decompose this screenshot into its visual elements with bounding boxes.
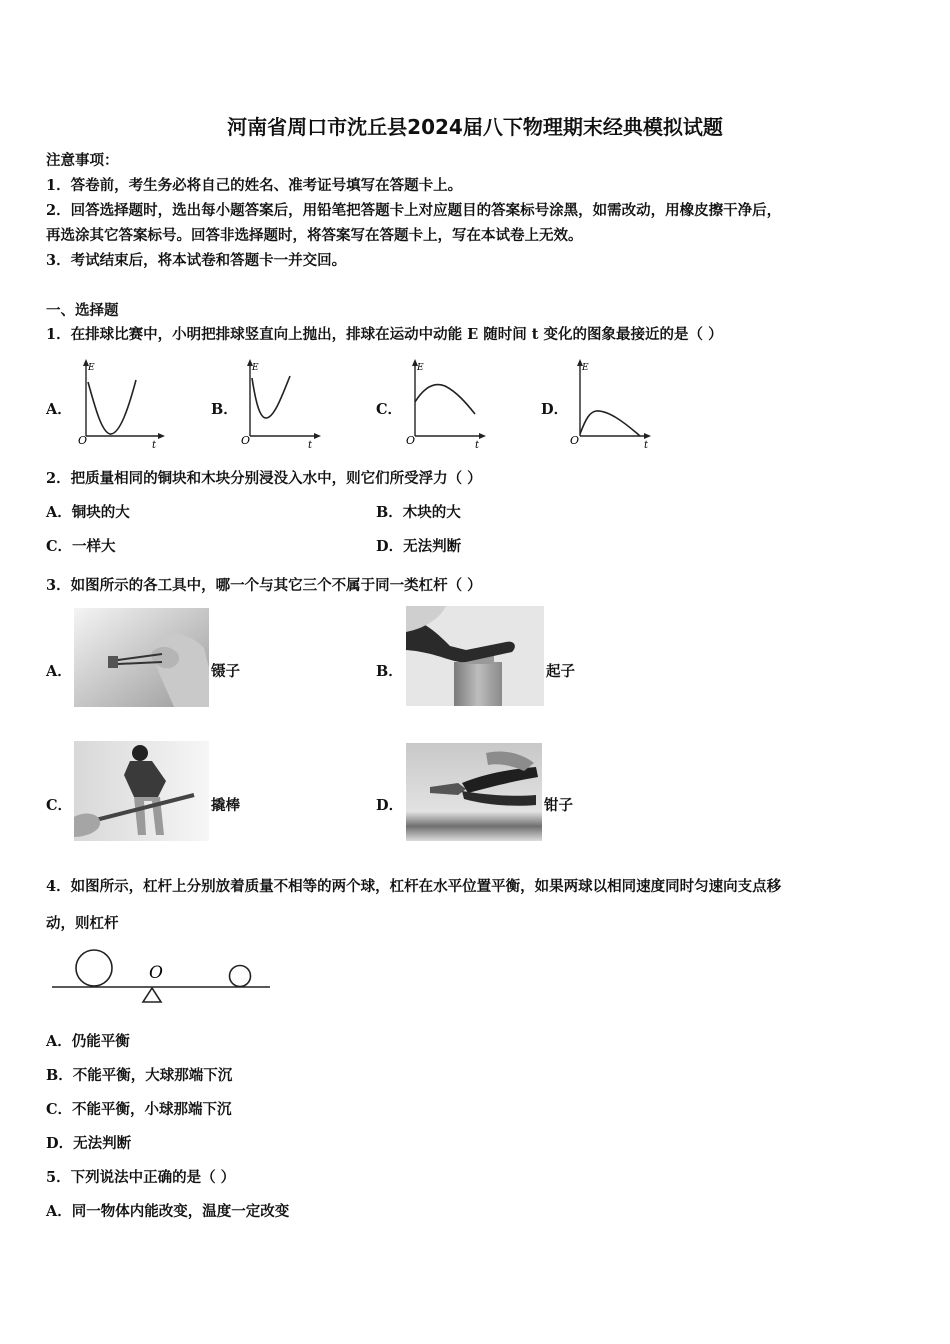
q1-graph-a — [74, 356, 168, 448]
q1-graph-a-origin: O — [78, 434, 88, 447]
pliers-photo — [406, 743, 542, 841]
notice-item-1: 1．答卷前，考生务必将自己的姓名、准考证号填写在答题卡上。 — [46, 177, 463, 194]
q1-graph-a-t-label: t — [152, 440, 157, 448]
notice-item-2-cont: 再选涂其它答案标号。回答非选择题时，将答案写在答题卡上，写在本试卷上无效。 — [46, 227, 583, 244]
q1-graph-b — [238, 356, 332, 448]
q1-graph-d-e-label: E — [582, 363, 589, 373]
q3-option-a-label: A． — [46, 663, 72, 680]
q1-option-d-label: D． — [541, 401, 569, 418]
q3-option-c-name: 撬棒 — [211, 797, 240, 814]
q1-stem: 1．在排球比赛中，小明把排球竖直向上抛出，排球在运动中动能 E 随时间 t 变化的图象最接近的是（ ） — [46, 326, 723, 343]
q2-stem: 2．把质量相同的铜块和木块分别浸没入水中，则它们所受浮力（ ） — [46, 470, 482, 487]
q1-graph-b-origin: O — [241, 434, 251, 447]
notice-heading: 注意事项： — [46, 152, 119, 169]
fulcrum-icon — [143, 988, 161, 1002]
q3-option-a-name: 镊子 — [211, 663, 240, 680]
q2-option-c: C．一样大 — [46, 538, 116, 555]
large-ball — [76, 950, 112, 986]
q2-option-d: D．无法判断 — [376, 538, 462, 555]
q4-stem-cont: 动，则杠杆 — [46, 915, 119, 932]
q1-graph-c — [403, 356, 497, 448]
q3-stem: 3．如图所示的各工具中，哪一个与其它三个不属于同一类杠杆（ ） — [46, 577, 482, 594]
q4-option-a: A．仍能平衡 — [46, 1033, 130, 1050]
q1-graph-a-e-label: E — [88, 363, 95, 373]
section-heading: 一、选择题 — [46, 302, 119, 319]
q1-graph-b-e-label: E — [252, 363, 259, 373]
notice-item-2: 2．回答选择题时，选出每小题答案后，用铅笔把答题卡上对应题目的答案标号涂黑，如需改动，用橡皮擦干净后， — [46, 202, 782, 219]
q4-option-b: B．不能平衡，大球那端下沉 — [46, 1067, 233, 1084]
q1-graph-d-origin: O — [570, 434, 580, 447]
q1-graph-b-t-label: t — [308, 440, 313, 448]
bottle-opener-photo — [406, 606, 544, 706]
crowbar-photo — [74, 741, 209, 841]
q1-option-c-label: C． — [376, 401, 403, 418]
q3-option-c-label: C． — [46, 797, 73, 814]
small-ball — [230, 966, 251, 987]
q3-option-d-label: D． — [376, 797, 404, 814]
fulcrum-label: O — [149, 963, 163, 983]
q1-graph-d-t-label: t — [644, 440, 649, 448]
q1-option-b-label: B． — [211, 401, 238, 418]
q1-graph-c-t-label: t — [475, 440, 480, 448]
q1-option-a-label: A． — [46, 401, 72, 418]
q3-option-d-name: 钳子 — [544, 797, 573, 814]
q4-option-d: D．无法判断 — [46, 1135, 132, 1152]
q5-stem: 5．下列说法中正确的是（ ） — [46, 1169, 236, 1186]
exam-title: 河南省周口市沈丘县2024届八下物理期末经典模拟试题 — [227, 115, 723, 139]
q1-graph-c-origin: O — [406, 434, 416, 447]
q4-stem: 4．如图所示，杠杆上分别放着质量不相等的两个球，杠杆在水平位置平衡，如果两球以相同速度同时匀速向支点移 — [46, 878, 782, 895]
q1-graph-c-e-label: E — [417, 363, 424, 373]
lever-diagram — [50, 948, 275, 1006]
q5-option-a: A．同一物体内能改变，温度一定改变 — [46, 1203, 290, 1220]
q3-option-b-name: 起子 — [546, 663, 575, 680]
notice-item-3: 3．考试结束后，将本试卷和答题卡一并交回。 — [46, 252, 347, 269]
q2-option-a: A．铜块的大 — [46, 504, 130, 521]
tweezers-photo — [74, 608, 209, 707]
q1-graph-d — [568, 356, 662, 448]
q2-option-b: B．木块的大 — [376, 504, 461, 521]
q3-option-b-label: B． — [376, 663, 403, 680]
q4-option-c: C．不能平衡，小球那端下沉 — [46, 1101, 232, 1118]
